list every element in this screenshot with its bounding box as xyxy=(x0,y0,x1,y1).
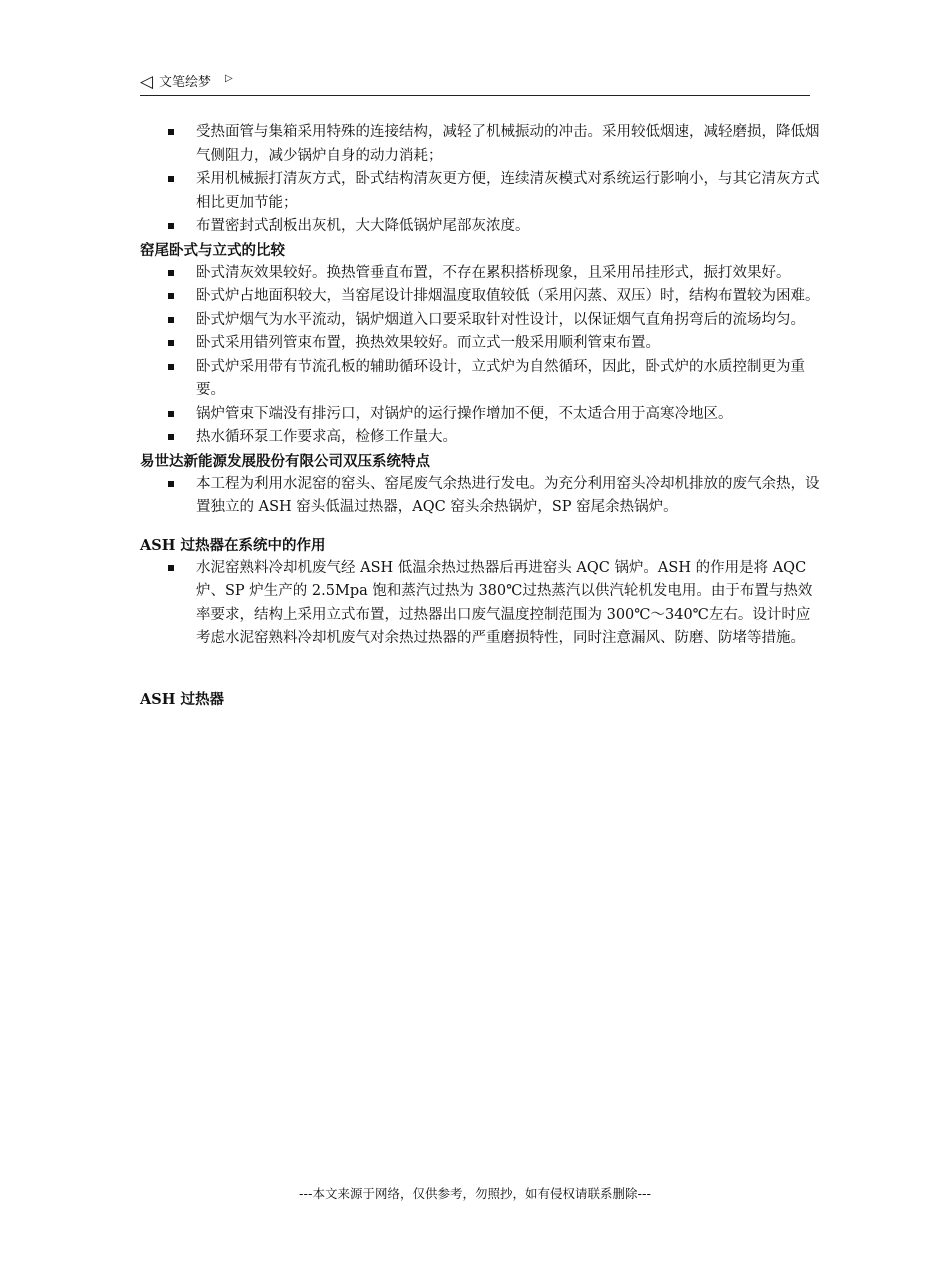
square-bullet-icon xyxy=(168,176,174,182)
square-bullet-icon xyxy=(168,317,174,323)
list-item: 采用机械振打清灰方式，卧式结构清灰更方便，连续清灰模式对系统运行影响小，与其它清灰方式相比更加节能； xyxy=(140,168,820,215)
square-bullet-icon xyxy=(168,223,174,229)
square-bullet-icon xyxy=(168,481,174,487)
document-body xyxy=(140,121,820,711)
list-item: 卧式采用错列管束布置，换热效果较好。而立式一般采用顺利管束布置。 xyxy=(140,332,820,356)
square-bullet-icon xyxy=(168,270,174,276)
section-heading: 窑尾卧式与立式的比较 xyxy=(140,241,285,259)
square-bullet-icon xyxy=(168,411,174,417)
list-item: 卧式清灰效果较好。换热管垂直布置，不存在累积搭桥现象，且采用吊挂形式，振打效果好。 xyxy=(140,262,820,286)
square-bullet-icon xyxy=(168,129,174,135)
list-item: 水泥窑熟料冷却机废气经 ASH 低温余热过热器后再进窑头 AQC 锅炉。ASH 的作用是将 AQC 炉、SP 炉生产的 2.5Mpa 饱和蒸汽过热为 380℃过热蒸汽以供汽轮机发电用。由于布置与热效率要求，结构上采用立式布置，过热器出口废气温度控制范围为 300℃～340℃左右。设计时应考虑水泥窑熟料冷却机废气对余热过热器的严重磨损特性，同时注意漏风、防磨、防堵等措施。 xyxy=(140,557,820,651)
left-triangle-icon: ◁ xyxy=(140,72,154,92)
list-item: 本工程为利用水泥窑的窑头、窑尾废气余热进行发电。为充分利用窑头冷却机排放的废气余热，设置独立的 ASH 窑头低温过热器，AQC 窑头余热锅炉，SP 窑尾余热锅炉。 xyxy=(140,473,820,520)
list-waste-heat-features xyxy=(140,121,820,239)
right-triangle-icon: ▷ xyxy=(225,73,233,84)
spacer xyxy=(140,520,820,534)
list-dual-pressure-features xyxy=(140,473,820,520)
square-bullet-icon xyxy=(168,434,174,440)
list-ash-role xyxy=(140,557,820,651)
section-heading: ASH 过热器在系统中的作用 xyxy=(140,536,326,554)
page-footer: ---本文来源于网络，仅供参考，勿照抄，如有侵权请联系删除--- xyxy=(298,1186,652,1201)
list-item: 卧式炉占地面积较大，当窑尾设计排烟温度取值较低（采用闪蒸、双压）时，结构布置较为困难。 xyxy=(140,285,820,309)
square-bullet-icon xyxy=(168,565,174,571)
list-item: 布置密封式刮板出灰机，大大降低锅炉尾部灰浓度。 xyxy=(140,215,820,239)
square-bullet-icon xyxy=(168,364,174,370)
section-heading: 易世达新能源发展股份有限公司双压系统特点 xyxy=(140,452,430,470)
spacer xyxy=(140,651,820,688)
list-item: 热水循环泵工作要求高，检修工作量大。 xyxy=(140,426,820,450)
list-item: 受热面管与集箱采用特殊的连接结构，减轻了机械振动的冲击。采用较低烟速，减轻磨损，降低烟气侧阻力，减少锅炉自身的动力消耗； xyxy=(140,121,820,168)
page-header xyxy=(140,72,810,96)
list-item: 卧式炉采用带有节流孔板的辅助循环设计，立式炉为自然循环，因此，卧式炉的水质控制更为重要。 xyxy=(140,356,820,403)
list-horizontal-vs-vertical xyxy=(140,262,820,450)
square-bullet-icon xyxy=(168,340,174,346)
list-item: 锅炉管束下端没有排污口，对锅炉的运行操作增加不便，不太适合用于高寒冷地区。 xyxy=(140,403,820,427)
header-brand: 文笔绘梦 xyxy=(159,75,212,90)
section-heading: ASH 过热器 xyxy=(140,690,224,708)
square-bullet-icon xyxy=(168,293,174,299)
list-item: 卧式炉烟气为水平流动，锅炉烟道入口要采取针对性设计，以保证烟气直角拐弯后的流场均匀。 xyxy=(140,309,820,333)
